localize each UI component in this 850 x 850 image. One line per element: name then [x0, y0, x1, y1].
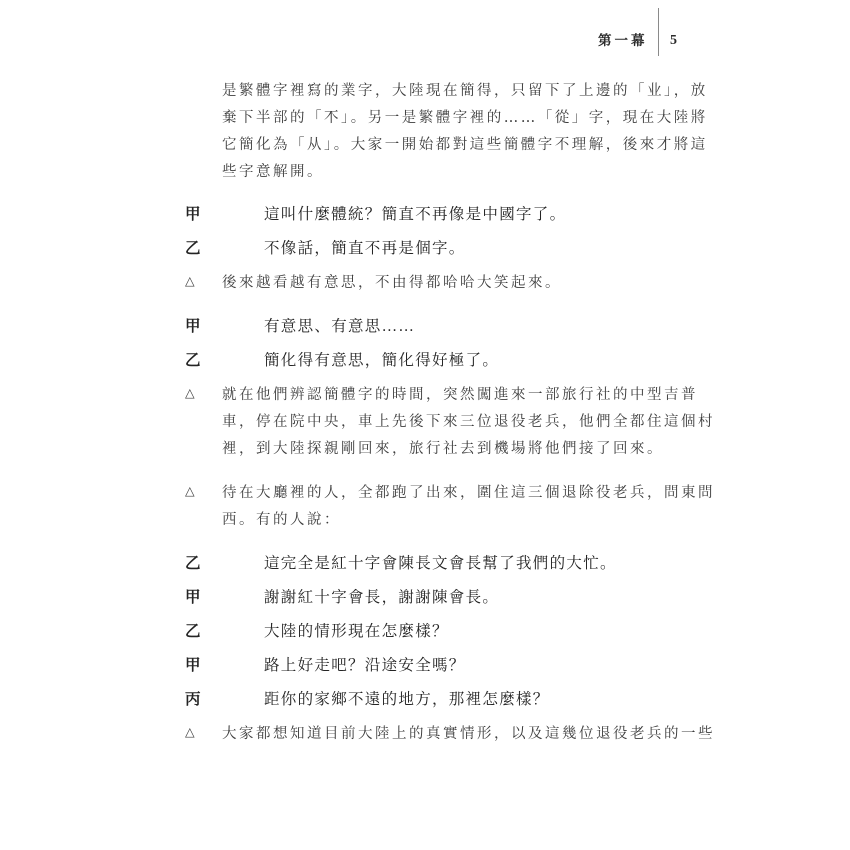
stage-lines — [222, 270, 562, 297]
dialogue-line — [185, 202, 671, 226]
dialogue-line — [185, 687, 671, 711]
stage-direction — [185, 382, 715, 463]
stage-line: 後來越看越有意思，不由得都哈哈大笑起來。 — [222, 275, 562, 291]
paragraph-line: 棄下半部的「𣎴」。另一是繁體字裡的……「從」字，現在大陸將 — [222, 110, 708, 126]
dialogue-line — [185, 314, 671, 338]
speech-text: 距你的家鄉不遠的地方，那裡怎麼樣？ — [264, 691, 550, 708]
dialogue-line — [185, 619, 671, 643]
speech-text: 路上好走吧？沿途安全嗎？ — [264, 657, 466, 674]
speech-text: 謝謝紅十字會長，謝謝陳會長。 — [264, 589, 500, 606]
speech-text: 這完全是紅十字會陳長文會長幫了我們的大忙。 — [264, 555, 617, 572]
stage-direction — [185, 480, 715, 534]
triangle-marker: △ — [185, 273, 195, 288]
speaker-label: 乙 — [185, 555, 202, 572]
header-divider — [658, 8, 660, 56]
stage-lines — [222, 480, 715, 534]
speaker-label: 甲 — [185, 206, 202, 223]
page-header — [598, 8, 677, 56]
paragraph-line: 是繁體字裡寫的業字，大陸現在簡得，只留下了上邊的「业」，放 — [222, 83, 708, 99]
speech-text: 大陸的情形現在怎麼樣？ — [264, 623, 449, 640]
paragraph-line: 些字意解開。 — [222, 164, 324, 180]
speech-text: 有意思、有意思…… — [264, 318, 416, 335]
triangle-marker: △ — [185, 483, 195, 498]
paragraph-line: 它簡化為「从」。大家一開始都對這些簡體字不理解，後來才將這 — [222, 137, 708, 153]
stage-lines — [222, 382, 715, 463]
stage-line: 待在大廳裡的人，全都跑了出來，圍住這三個退除役老兵，問東問 — [222, 485, 715, 501]
stage-line: 西。有的人說： — [222, 512, 341, 528]
triangle-marker: △ — [185, 724, 195, 739]
stage-line: 車，停在院中央，車上先後下來三位退役老兵，他們全都住這個村 — [222, 414, 715, 430]
stage-line: 大家都想知道目前大陸上的真實情形，以及這幾位退役老兵的一些 — [222, 726, 715, 742]
stage-line: 就在他們辨認簡體字的時間，突然闖進來一部旅行社的中型吉普 — [222, 387, 698, 403]
page-number: 5 — [670, 33, 677, 48]
opening-paragraph — [222, 78, 708, 186]
stage-direction — [185, 721, 715, 748]
speech-text: 這叫什麼體統？簡直不再像是中國字了。 — [264, 206, 567, 223]
dialogue-line — [185, 585, 671, 609]
dialogue-line — [185, 348, 671, 372]
stage-line: 裡，到大陸探親剛回來，旅行社去到機場將他們接了回來。 — [222, 441, 664, 457]
dialogue-line — [185, 551, 671, 575]
stage-direction — [185, 270, 671, 297]
speaker-label: 乙 — [185, 352, 202, 369]
speech-text: 不像話，簡直不再是個字。 — [264, 240, 466, 257]
triangle-marker: △ — [185, 385, 195, 400]
stage-lines — [222, 721, 715, 748]
speaker-label: 甲 — [185, 657, 202, 674]
speech-text: 簡化得有意思，簡化得好極了。 — [264, 352, 500, 369]
speaker-label: 甲 — [185, 318, 202, 335]
dialogue-line — [185, 653, 671, 677]
speaker-label: 甲 — [185, 589, 202, 606]
dialogue-line — [185, 236, 671, 260]
speaker-label: 丙 — [185, 691, 202, 708]
chapter-title: 第一幕 — [598, 33, 648, 48]
script-content — [185, 78, 715, 765]
speaker-label: 乙 — [185, 240, 202, 257]
speaker-label: 乙 — [185, 623, 202, 640]
